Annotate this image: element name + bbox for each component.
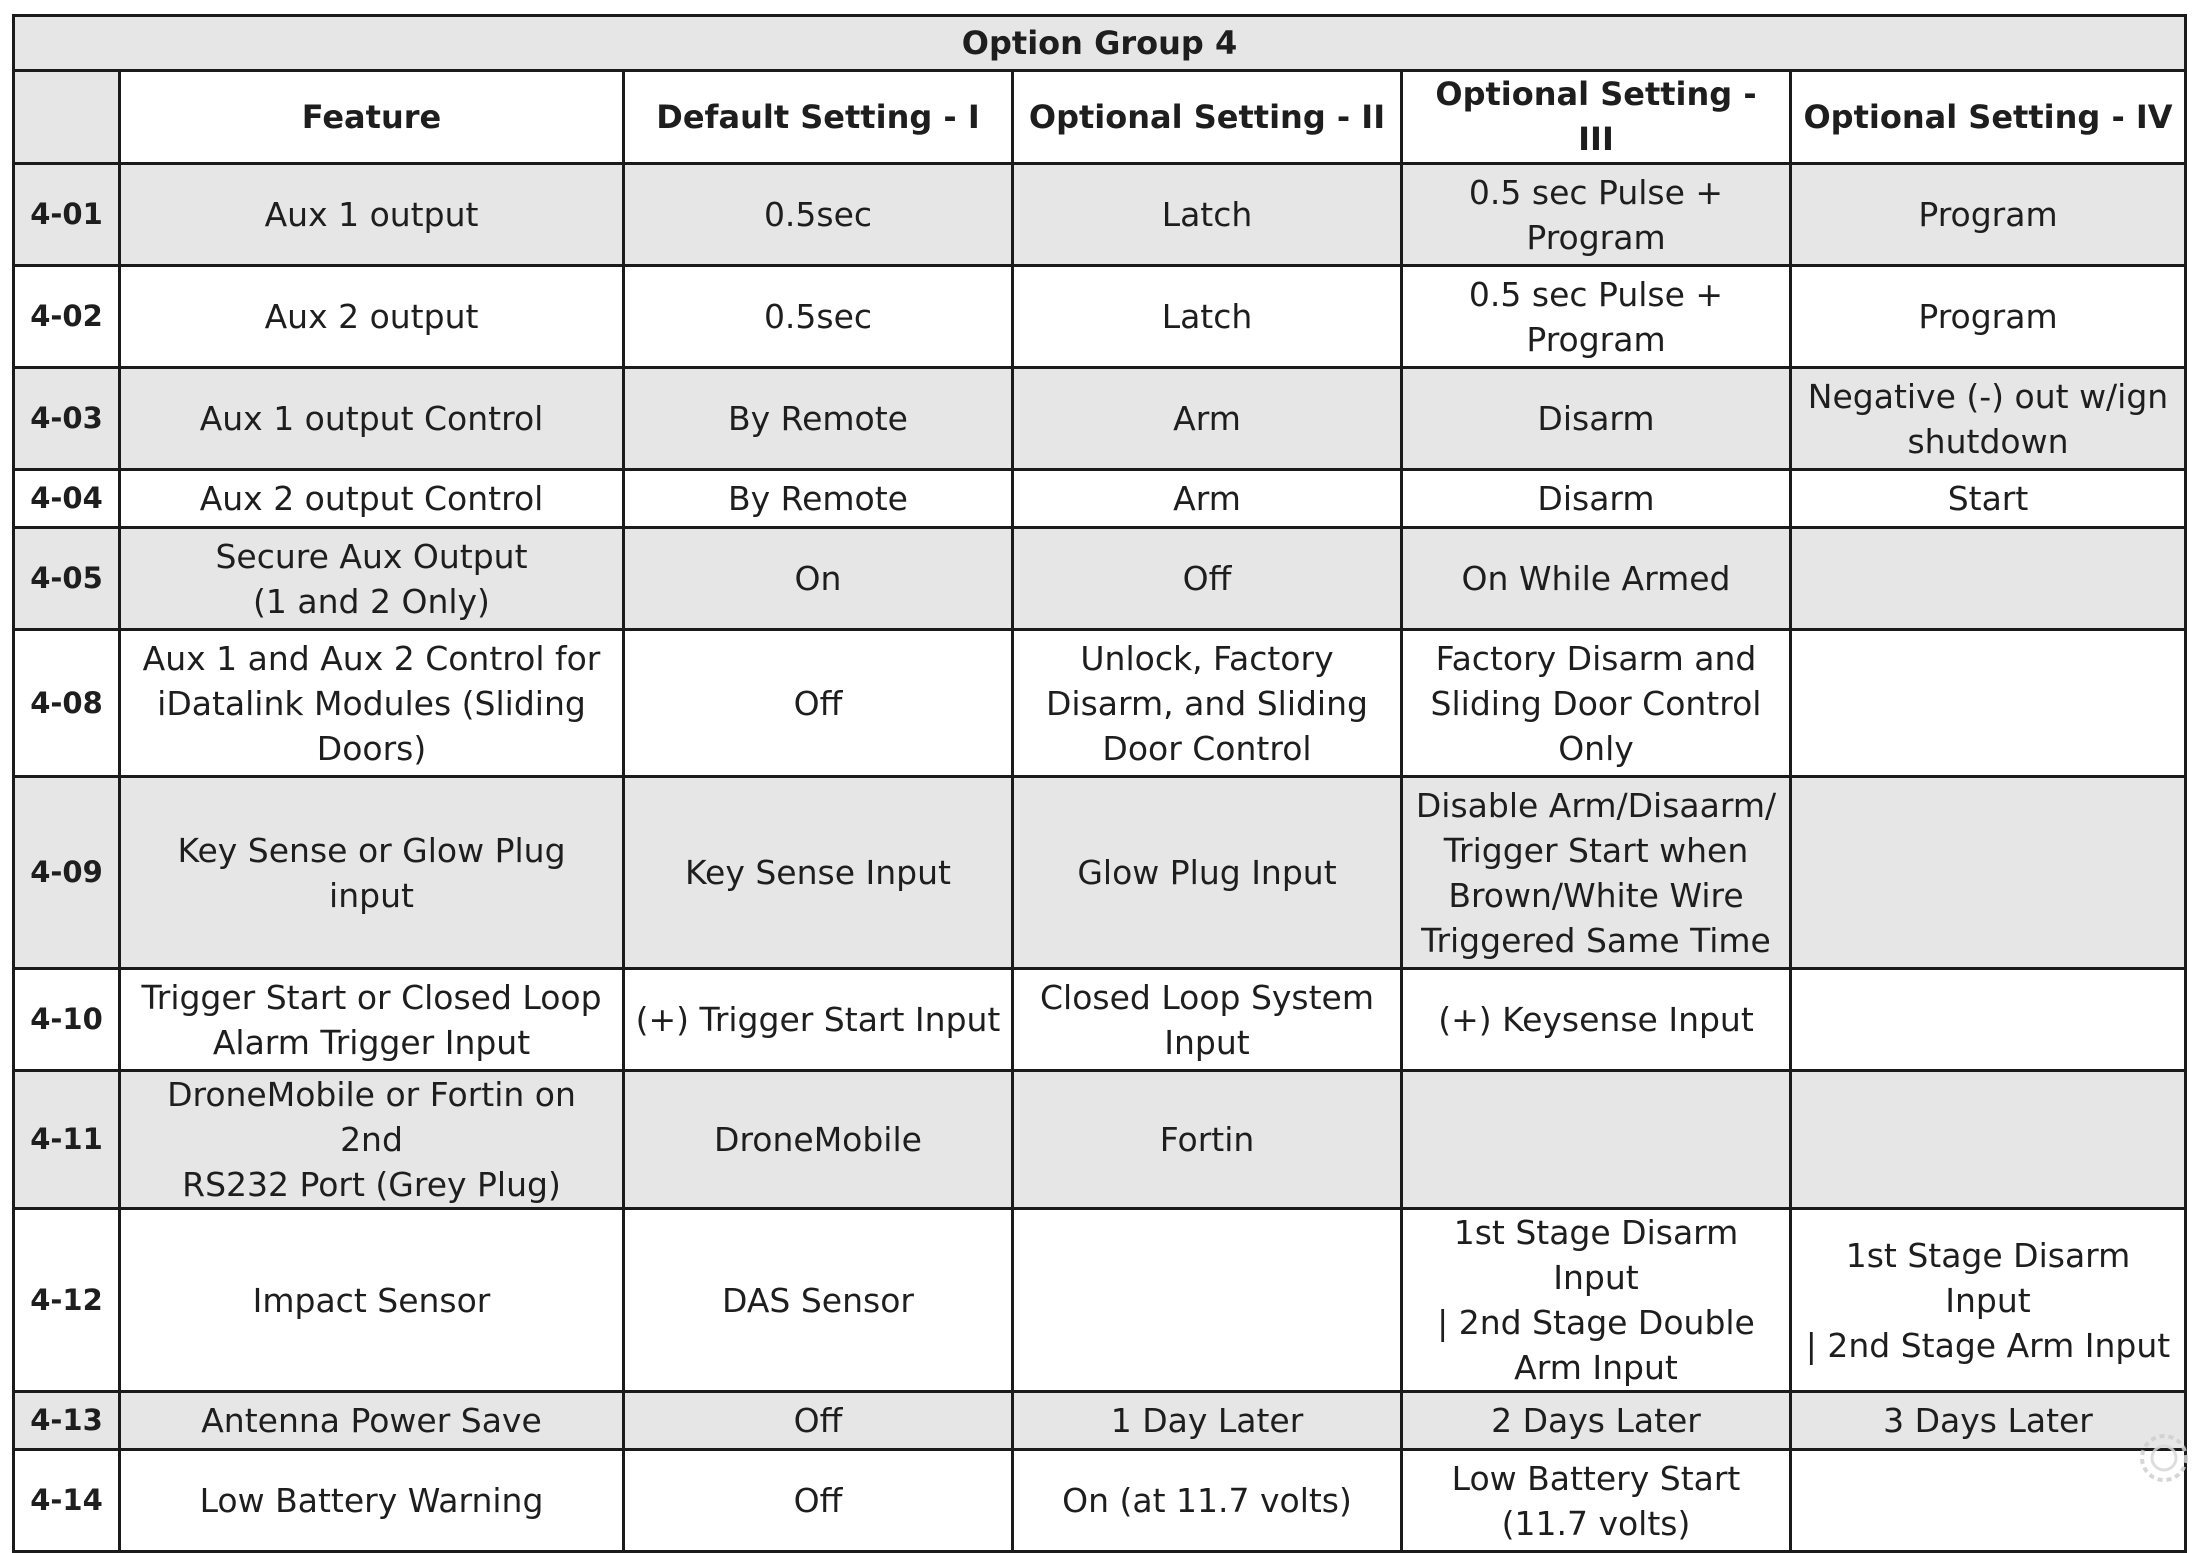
seal-icon: [2136, 1430, 2192, 1486]
table-row: [14, 164, 2186, 266]
optional-setting-4-cell-text: Program: [1918, 195, 2058, 234]
option-code: [14, 164, 120, 266]
option-code-text: 4-12: [30, 1282, 103, 1317]
table-row: [14, 470, 2186, 528]
default-setting-cell: [624, 164, 1013, 266]
option-code: [14, 630, 120, 777]
optional-setting-3-cell: [1402, 630, 1791, 777]
option-group-table: [12, 14, 2187, 1553]
optional-setting-3-cell-text: Low Battery Start (11.7 volts): [1451, 1458, 1741, 1543]
optional-setting-4-cell-text: Negative (-) out w/ign shutdown: [1807, 376, 2169, 461]
default-setting-cell-text: 0.5sec: [763, 195, 873, 234]
table-row: [14, 969, 2186, 1071]
feature-cell-text: DroneMobile or Fortin on 2nd RS232 Port (Grey Plug): [167, 1075, 576, 1204]
default-setting-cell: [624, 266, 1013, 368]
optional-setting-2-cell: [1013, 164, 1402, 266]
feature-cell-text: Secure Aux Output (1 and 2 Only): [215, 536, 528, 621]
default-setting-cell-text: By Remote: [728, 399, 908, 438]
header-optional-setting-3: Optional Setting - III: [1402, 71, 1791, 164]
optional-setting-2-cell-text: 1 Day Later: [1110, 1401, 1304, 1440]
default-setting-cell: [624, 1071, 1013, 1209]
table-row: [14, 1209, 2186, 1392]
feature-cell: [120, 777, 624, 969]
optional-setting-2-cell: [1013, 470, 1402, 528]
optional-setting-3-cell: [1402, 777, 1791, 969]
option-code: [14, 1209, 120, 1392]
optional-setting-4-cell: [1791, 1392, 2186, 1450]
optional-setting-3-cell: [1402, 1392, 1791, 1450]
default-setting-cell: [624, 1450, 1013, 1552]
option-code-text: 4-03: [30, 401, 103, 435]
header-default-setting: Default Setting - I: [624, 71, 1013, 164]
optional-setting-2-cell: [1013, 266, 1402, 368]
feature-cell-text: Key Sense or Glow Plug input: [177, 830, 566, 915]
header-row: [14, 71, 2186, 164]
feature-cell: [120, 266, 624, 368]
optional-setting-3-cell: [1402, 1071, 1791, 1209]
optional-setting-4-cell: [1791, 777, 2186, 969]
optional-setting-2-cell: [1013, 1071, 1402, 1209]
option-code-text: 4-04: [30, 481, 103, 515]
option-code: [14, 368, 120, 470]
option-code-text: 4-13: [30, 1403, 103, 1437]
optional-setting-2-cell: [1013, 777, 1402, 969]
optional-setting-3-cell-text: 0.5 sec Pulse + Program: [1468, 172, 1724, 257]
feature-cell: [120, 470, 624, 528]
option-code-text: 4-01: [30, 197, 103, 231]
optional-setting-3-cell: [1402, 1209, 1791, 1392]
default-setting-cell: [624, 777, 1013, 969]
table-row: [14, 777, 2186, 969]
feature-cell: [120, 368, 624, 470]
header-feature: Feature: [120, 71, 624, 164]
optional-setting-3-cell-text: Disable Arm/Disaarm/ Trigger Start when Brown/White Wire Triggered Same Time: [1415, 785, 1777, 960]
optional-setting-4-cell: [1791, 528, 2186, 630]
default-setting-cell-text: (+) Trigger Start Input: [635, 1000, 1001, 1039]
optional-setting-4-cell: [1791, 1450, 2186, 1552]
optional-setting-2-cell-text: Fortin: [1159, 1120, 1255, 1159]
optional-setting-2-cell-text: On (at 11.7 volts): [1062, 1481, 1352, 1520]
table-row: [14, 266, 2186, 368]
option-code-text: 4-09: [30, 855, 103, 889]
optional-setting-3-cell: [1402, 470, 1791, 528]
optional-setting-2-cell-text: Latch: [1161, 195, 1253, 234]
optional-setting-2-cell: [1013, 1209, 1402, 1392]
optional-setting-3-cell: [1402, 164, 1791, 266]
default-setting-cell: [624, 630, 1013, 777]
optional-setting-2-cell-text: Arm: [1173, 479, 1241, 518]
optional-setting-4-cell: [1791, 1209, 2186, 1392]
optional-setting-2-cell: [1013, 630, 1402, 777]
feature-cell: [120, 630, 624, 777]
table-row: [14, 368, 2186, 470]
optional-setting-3-cell-text: 2 Days Later: [1491, 1401, 1701, 1440]
option-code-text: 4-08: [30, 685, 103, 720]
option-code: [14, 528, 120, 630]
optional-setting-2-cell-text: Latch: [1161, 297, 1253, 336]
feature-cell-text: Low Battery Warning: [199, 1481, 544, 1520]
optional-setting-3-cell: [1402, 266, 1791, 368]
default-setting-cell-text: DAS Sensor: [722, 1280, 914, 1320]
feature-cell-text: Aux 1 output: [264, 195, 479, 234]
default-setting-cell-text: 0.5sec: [763, 297, 873, 336]
optional-setting-2-cell: [1013, 368, 1402, 470]
feature-cell: [120, 1392, 624, 1450]
optional-setting-3-cell-text: Factory Disarm and Sliding Door Control Only: [1430, 638, 1762, 768]
optional-setting-3-cell: [1402, 528, 1791, 630]
optional-setting-3-cell-text: Disarm: [1537, 479, 1655, 518]
optional-setting-3-cell-text: 1st Stage Disarm Input | 2nd Stage Double Arm Input: [1437, 1213, 1755, 1387]
default-setting-cell: [624, 1392, 1013, 1450]
optional-setting-3-cell: [1402, 1450, 1791, 1552]
header-optional-setting-4: Optional Setting - IV: [1791, 71, 2186, 164]
option-code-text: 4-11: [30, 1122, 103, 1156]
default-setting-cell-text: By Remote: [728, 479, 908, 518]
option-code-text: 4-14: [30, 1483, 103, 1517]
feature-cell-text: Impact Sensor: [252, 1280, 491, 1320]
default-setting-cell: [624, 969, 1013, 1071]
feature-cell-text: Aux 1 output Control: [199, 399, 544, 438]
optional-setting-2-cell-text: Off: [1182, 559, 1232, 598]
optional-setting-3-cell-text: On While Armed: [1461, 559, 1731, 598]
optional-setting-2-cell: [1013, 969, 1402, 1071]
default-setting-cell: [624, 470, 1013, 528]
default-setting-cell: [624, 368, 1013, 470]
option-code-text: 4-02: [30, 299, 103, 333]
optional-setting-4-cell-text: 1st Stage Disarm Input | 2nd Stage Arm Input: [1805, 1235, 2171, 1365]
optional-setting-2-cell-text: Closed Loop System Input: [1039, 977, 1374, 1062]
option-code: [14, 777, 120, 969]
feature-cell-text: Trigger Start or Closed Loop Alarm Trigger Input: [141, 977, 602, 1062]
option-code: [14, 1392, 120, 1450]
optional-setting-3-cell: [1402, 368, 1791, 470]
table-row: [14, 528, 2186, 630]
option-code-text: 4-05: [30, 561, 103, 595]
table-row: [14, 1392, 2186, 1450]
option-table-container: [12, 14, 2184, 1543]
option-code: [14, 266, 120, 368]
feature-cell-text: Aux 2 output Control: [199, 479, 544, 518]
optional-setting-4-cell: [1791, 164, 2186, 266]
optional-setting-4-cell: [1791, 368, 2186, 470]
option-code: [14, 470, 120, 528]
optional-setting-2-cell: [1013, 1392, 1402, 1450]
option-code: [14, 969, 120, 1071]
optional-setting-4-cell-text: Start: [1947, 479, 2029, 518]
optional-setting-3-cell-text: (+) Keysense Input: [1438, 1000, 1754, 1039]
optional-setting-4-cell-text: 3 Days Later: [1883, 1401, 2093, 1440]
optional-setting-4-cell: [1791, 266, 2186, 368]
option-code-text: 4-10: [30, 1002, 103, 1036]
default-setting-cell-text: Off: [793, 683, 843, 723]
header-optional-setting-2: Optional Setting - II: [1013, 71, 1402, 164]
optional-setting-4-cell: [1791, 630, 2186, 777]
option-code: [14, 1450, 120, 1552]
default-setting-cell: [624, 528, 1013, 630]
default-setting-cell-text: Off: [793, 1401, 843, 1440]
optional-setting-2-cell-text: Arm: [1173, 399, 1241, 438]
option-code: [14, 1071, 120, 1209]
feature-cell-text: Aux 1 and Aux 2 Control for iDatalink Modules (Sliding Doors): [142, 638, 601, 768]
table-title: Option Group 4: [14, 16, 2186, 71]
default-setting-cell-text: On: [794, 559, 842, 598]
optional-setting-3-cell-text: 0.5 sec Pulse + Program: [1468, 274, 1724, 359]
optional-setting-2-cell-text: Glow Plug Input: [1077, 853, 1337, 892]
optional-setting-2-cell-text: Unlock, Factory Disarm, and Sliding Door Control: [1046, 638, 1368, 768]
default-setting-cell: [624, 1209, 1013, 1392]
default-setting-cell-text: Key Sense Input: [685, 853, 951, 892]
optional-setting-4-cell: [1791, 1071, 2186, 1209]
optional-setting-3-cell: [1402, 969, 1791, 1071]
feature-cell-text: Aux 2 output: [264, 297, 479, 336]
optional-setting-2-cell: [1013, 528, 1402, 630]
default-setting-cell-text: Off: [793, 1481, 843, 1520]
feature-cell: [120, 1209, 624, 1392]
optional-setting-3-cell-text: Disarm: [1537, 399, 1655, 438]
feature-cell-text: Antenna Power Save: [201, 1401, 542, 1440]
table-row: [14, 630, 2186, 777]
feature-cell: [120, 528, 624, 630]
table-row: [14, 1450, 2186, 1552]
optional-setting-2-cell: [1013, 1450, 1402, 1552]
optional-setting-4-cell: [1791, 470, 2186, 528]
feature-cell: [120, 164, 624, 266]
feature-cell: [120, 969, 624, 1071]
table-row: [14, 1071, 2186, 1209]
optional-setting-4-cell-text: Program: [1918, 297, 2058, 336]
feature-cell: [120, 1450, 624, 1552]
optional-setting-4-cell: [1791, 969, 2186, 1071]
header-corner: [14, 71, 120, 164]
table-body: [14, 164, 2186, 1552]
default-setting-cell-text: DroneMobile: [714, 1120, 922, 1159]
feature-cell: [120, 1071, 624, 1209]
